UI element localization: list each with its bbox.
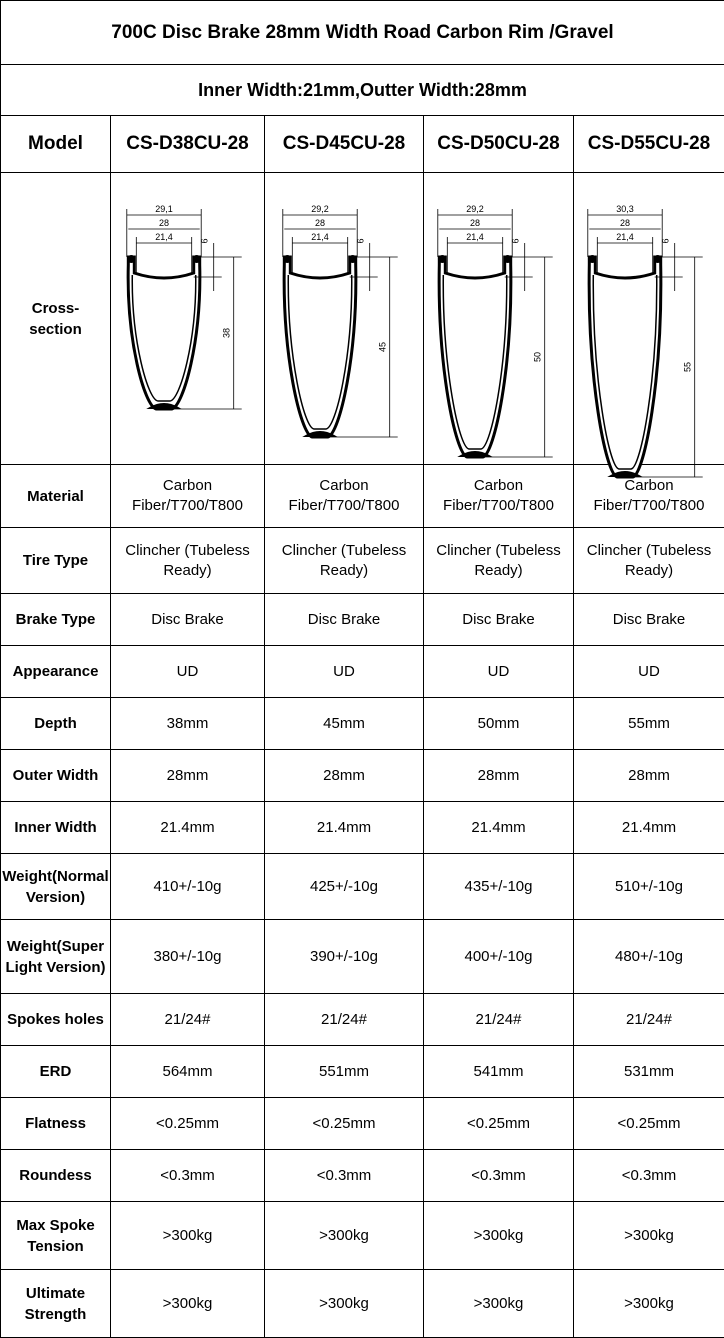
model-header: Model: [1, 116, 111, 173]
rim-outline: [284, 257, 356, 437]
outer-width-label: 28: [620, 218, 630, 228]
model-name: CS-D38CU-28: [111, 116, 265, 173]
spec-value: UD: [424, 646, 574, 698]
subtitle-row: [1, 65, 724, 116]
outer-width-label: 28: [315, 218, 325, 228]
spec-value: Disc Brake: [574, 594, 724, 646]
page-subtitle: Inner Width:21mm,Outter Width:28mm: [1, 65, 724, 116]
row-label: Material: [1, 465, 111, 528]
spec-value: <0.3mm: [265, 1150, 424, 1202]
spec-value: UD: [574, 646, 724, 698]
rim-hook: [192, 255, 200, 263]
spec-row: [1, 854, 724, 920]
inner-width-label: 21,4: [311, 232, 329, 242]
spec-value: 480+/-10g: [574, 920, 724, 994]
spec-value: >300kg: [265, 1202, 424, 1270]
row-label: Ultimate Strength: [1, 1270, 111, 1338]
spec-value: 21.4mm: [111, 802, 265, 854]
spec-value: 28mm: [424, 750, 574, 802]
spec-value: <0.25mm: [111, 1098, 265, 1150]
spec-value: UD: [111, 646, 265, 698]
rim-depth-label: 38: [221, 327, 231, 337]
outer-width-label: 28: [469, 218, 479, 228]
spec-value: 390+/-10g: [265, 920, 424, 994]
row-label: Weight(Normal Version): [1, 854, 111, 920]
spec-value: Carbon Fiber/T700/T800: [574, 465, 724, 528]
spec-value: Disc Brake: [111, 594, 265, 646]
rim-outline: [589, 257, 661, 477]
cross-section-cell: [111, 173, 265, 465]
rim-hook: [127, 255, 135, 263]
spec-value: 21/24#: [574, 994, 724, 1046]
cross-section-cell: [574, 173, 724, 465]
spec-value: 28mm: [111, 750, 265, 802]
spec-value: 400+/-10g: [424, 920, 574, 994]
spec-row: [1, 1046, 724, 1098]
spec-value: 410+/-10g: [111, 854, 265, 920]
row-label: Tire Type: [1, 528, 111, 594]
rim-hook: [349, 255, 357, 263]
row-label: Spokes holes: [1, 994, 111, 1046]
rim-outline: [439, 257, 511, 457]
spec-value: 21/24#: [424, 994, 574, 1046]
spec-value: >300kg: [574, 1202, 724, 1270]
rim-hook: [588, 255, 596, 263]
cross-section-row: [1, 173, 724, 465]
model-name: CS-D55CU-28: [574, 116, 724, 173]
spec-row: [1, 802, 724, 854]
spec-row: [1, 646, 724, 698]
outer-top-width-label: 29,1: [155, 204, 173, 214]
row-label: Brake Type: [1, 594, 111, 646]
spec-value: Disc Brake: [265, 594, 424, 646]
spec-value: Carbon Fiber/T700/T800: [424, 465, 574, 528]
spec-value: >300kg: [424, 1202, 574, 1270]
spec-value: 50mm: [424, 698, 574, 750]
rim-hook: [283, 255, 291, 263]
page-title: 700C Disc Brake 28mm Width Road Carbon Rim /Gravel: [1, 1, 724, 65]
outer-top-width-label: 29,2: [311, 204, 329, 214]
rim-depth-label: 50: [532, 351, 542, 361]
row-label: Inner Width: [1, 802, 111, 854]
row-label: Flatness: [1, 1098, 111, 1150]
hook-height-label: 6: [356, 238, 366, 243]
inner-width-label: 21,4: [155, 232, 173, 242]
row-label: Max Spoke Tension: [1, 1202, 111, 1270]
outer-top-width-label: 30,3: [616, 204, 634, 214]
spec-value: 28mm: [265, 750, 424, 802]
model-name: CS-D50CU-28: [424, 116, 574, 173]
spec-value: >300kg: [265, 1270, 424, 1338]
spec-value: Carbon Fiber/T700/T800: [265, 465, 424, 528]
hook-height-label: 6: [661, 238, 671, 243]
spec-value: 21/24#: [265, 994, 424, 1046]
spec-value: <0.25mm: [265, 1098, 424, 1150]
spec-value: 55mm: [574, 698, 724, 750]
row-label: Depth: [1, 698, 111, 750]
spec-value: <0.25mm: [424, 1098, 574, 1150]
spec-value: 38mm: [111, 698, 265, 750]
spec-value: Clincher (Tubeless Ready): [111, 528, 265, 594]
spec-value: 531mm: [574, 1046, 724, 1098]
spec-value: 564mm: [111, 1046, 265, 1098]
spec-row: [1, 528, 724, 594]
row-label: [1, 173, 111, 465]
spec-value: 435+/-10g: [424, 854, 574, 920]
rim-profile-diagram: [429, 199, 569, 439]
rim-profile-diagram: [579, 199, 719, 439]
spec-value: >300kg: [111, 1202, 265, 1270]
spec-value: 21/24#: [111, 994, 265, 1046]
cross-section-cell: [424, 173, 574, 465]
row-label: ERD: [1, 1046, 111, 1098]
spec-row: [1, 994, 724, 1046]
spec-row: [1, 750, 724, 802]
spec-value: >300kg: [424, 1270, 574, 1338]
spec-row: [1, 594, 724, 646]
hook-height-label: 6: [199, 238, 209, 243]
rim-profile-diagram: [274, 199, 414, 439]
spec-value: 541mm: [424, 1046, 574, 1098]
outer-width-label: 28: [158, 218, 168, 228]
row-label: Appearance: [1, 646, 111, 698]
row-label: Weight(Super Light Version): [1, 920, 111, 994]
spec-value: 21.4mm: [574, 802, 724, 854]
row-label: Roundess: [1, 1150, 111, 1202]
spec-value: Clincher (Tubeless Ready): [265, 528, 424, 594]
spec-row: [1, 1150, 724, 1202]
rim-outline: [128, 257, 200, 409]
header-row: [1, 116, 724, 173]
rim-hook: [438, 255, 446, 263]
spec-value: <0.3mm: [574, 1150, 724, 1202]
hook-height-label: 6: [510, 238, 520, 243]
cross-section-cell: [265, 173, 424, 465]
spec-value: Clincher (Tubeless Ready): [574, 528, 724, 594]
spec-value: 510+/-10g: [574, 854, 724, 920]
spec-value: 21.4mm: [265, 802, 424, 854]
outer-top-width-label: 29,2: [466, 204, 484, 214]
rim-hook: [503, 255, 511, 263]
spec-value: UD: [265, 646, 424, 698]
spec-value: <0.3mm: [111, 1150, 265, 1202]
rim-hook: [654, 255, 662, 263]
spec-value: 21.4mm: [424, 802, 574, 854]
rim-depth-label: 55: [683, 361, 693, 371]
row-label: Outer Width: [1, 750, 111, 802]
inner-width-label: 21,4: [466, 232, 484, 242]
cross-section-label: Cross-section: [25, 298, 87, 340]
spec-row: [1, 1202, 724, 1270]
title-row: [1, 1, 724, 65]
spec-value: <0.3mm: [424, 1150, 574, 1202]
inner-width-label: 21,4: [616, 232, 634, 242]
spec-value: Clincher (Tubeless Ready): [424, 528, 574, 594]
spec-value: Carbon Fiber/T700/T800: [111, 465, 265, 528]
spec-row: [1, 920, 724, 994]
spec-rows: [1, 465, 724, 1338]
spec-value: >300kg: [574, 1270, 724, 1338]
spec-value: >300kg: [111, 1270, 265, 1338]
spec-row: [1, 698, 724, 750]
spec-row: [1, 1270, 724, 1338]
spec-value: <0.25mm: [574, 1098, 724, 1150]
rim-depth-label: 45: [378, 341, 388, 351]
spec-row: [1, 1098, 724, 1150]
spec-value: 380+/-10g: [111, 920, 265, 994]
spec-value: 551mm: [265, 1046, 424, 1098]
model-name: CS-D45CU-28: [265, 116, 424, 173]
spec-value: Disc Brake: [424, 594, 574, 646]
spec-value: 425+/-10g: [265, 854, 424, 920]
spec-value: 45mm: [265, 698, 424, 750]
rim-profile-diagram: [118, 199, 258, 439]
spec-value: 28mm: [574, 750, 724, 802]
